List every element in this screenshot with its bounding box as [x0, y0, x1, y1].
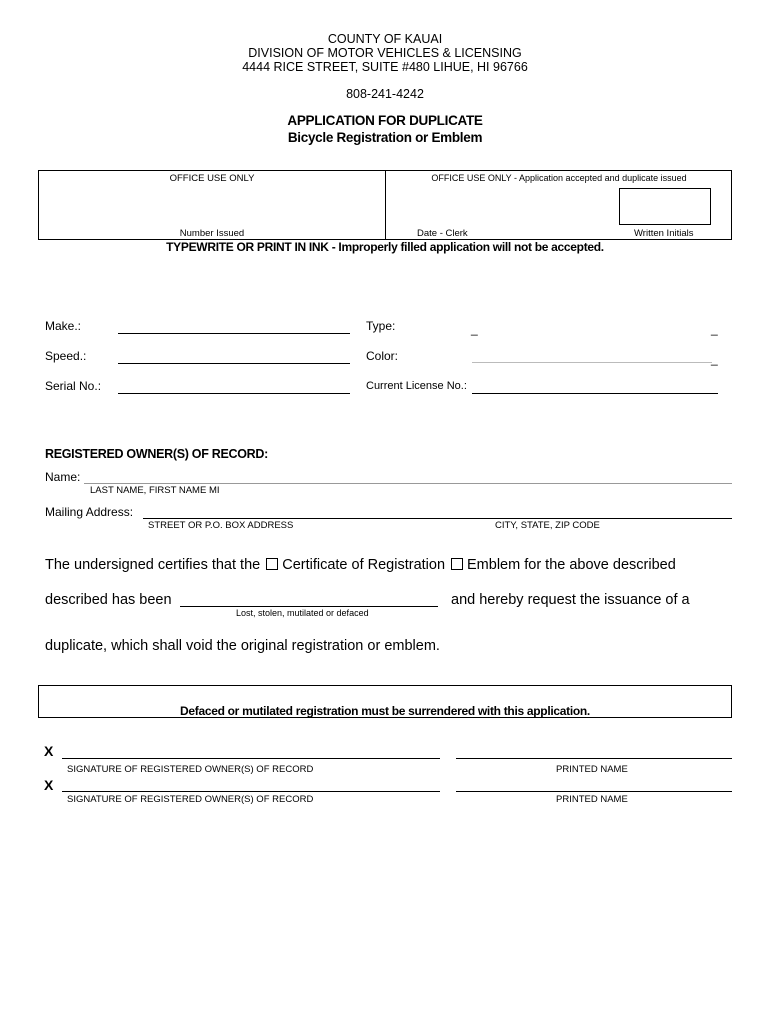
described-label: described has been	[45, 592, 172, 608]
form-title: APPLICATION FOR DUPLICATE	[287, 113, 483, 128]
office-use-label-right: OFFICE USE ONLY - Application accepted and duplicate issued	[431, 173, 687, 183]
type-label: Type:	[366, 319, 396, 333]
type-field-end[interactable]: _	[711, 322, 718, 336]
make-field[interactable]	[118, 333, 350, 334]
type-field-start[interactable]: _	[471, 322, 478, 336]
speed-label: Speed.:	[45, 349, 87, 363]
emblem-option-label: Emblem for the above described	[467, 557, 676, 573]
form-subtitle: Bicycle Registration or Emblem	[287, 130, 483, 145]
number-issued-label: Number Issued	[179, 228, 245, 239]
name-label: Name:	[45, 470, 81, 484]
street-hint: STREET OR P.O. BOX ADDRESS	[148, 520, 294, 531]
current-license-label: Current License No.:	[366, 380, 467, 392]
owner-heading: REGISTERED OWNER(S) OF RECORD:	[45, 447, 268, 461]
phone-number: 808-241-4242	[346, 87, 424, 101]
initials-box[interactable]	[619, 188, 711, 225]
certify-text: The undersigned certifies that the	[45, 557, 261, 573]
reason-field[interactable]	[180, 606, 438, 607]
printed-name-label-2: PRINTED NAME	[556, 794, 628, 805]
mailing-label: Mailing Address:	[45, 505, 134, 519]
written-initials-label: Written Initials	[634, 228, 694, 239]
printed-name-field-1[interactable]	[456, 758, 732, 759]
signature-field-2[interactable]	[62, 791, 440, 792]
office-use-label-left: OFFICE USE ONLY	[169, 173, 255, 184]
mailing-field[interactable]	[143, 518, 732, 519]
city-hint: CITY, STATE, ZIP CODE	[495, 520, 600, 531]
signature-label-1: SIGNATURE OF REGISTERED OWNER(S) OF RECORD	[67, 764, 314, 775]
certify-line	[45, 557, 676, 573]
certificate-checkbox[interactable]	[266, 558, 278, 570]
serial-label: Serial No.:	[45, 379, 102, 393]
emblem-checkbox[interactable]	[451, 558, 463, 570]
notice-box	[38, 685, 732, 718]
request-text: and hereby request the issuance of a	[451, 592, 690, 608]
signature-field-1[interactable]	[62, 758, 440, 759]
reason-hint: Lost, stolen, mutilated or defaced	[236, 608, 369, 618]
color-field-end: _	[711, 352, 718, 366]
color-label: Color:	[366, 349, 399, 363]
x-mark-1: X	[44, 743, 54, 759]
speed-field[interactable]	[118, 363, 350, 364]
certificate-option-label: Certificate of Registration	[282, 557, 446, 573]
serial-field[interactable]	[118, 393, 350, 394]
date-clerk-label: Date - Clerk	[417, 228, 468, 239]
make-label: Make.:	[45, 319, 82, 333]
signature-label-2: SIGNATURE OF REGISTERED OWNER(S) OF RECORD	[67, 794, 314, 805]
county-name: COUNTY OF KAUAI	[327, 32, 443, 46]
office-use-box	[38, 170, 732, 240]
printed-name-field-2[interactable]	[456, 791, 732, 792]
notice-text: Defaced or mutilated registration must be surrendered with this application.	[180, 704, 590, 718]
current-license-field[interactable]	[472, 393, 718, 394]
color-field[interactable]	[472, 362, 712, 363]
division-name: DIVISION OF MOTOR VEHICLES & LICENSING	[248, 46, 522, 60]
name-field[interactable]	[84, 483, 732, 484]
instruction-text: TYPEWRITE OR PRINT IN INK - Improperly filled application will not be accepted.	[166, 240, 604, 254]
address: 4444 RICE STREET, SUITE #480 LIHUE, HI 96766	[242, 60, 528, 74]
x-mark-2: X	[44, 777, 54, 793]
void-text: duplicate, which shall void the original registration or emblem.	[45, 638, 440, 654]
name-hint: LAST NAME, FIRST NAME MI	[90, 485, 220, 496]
printed-name-label-1: PRINTED NAME	[556, 764, 628, 775]
